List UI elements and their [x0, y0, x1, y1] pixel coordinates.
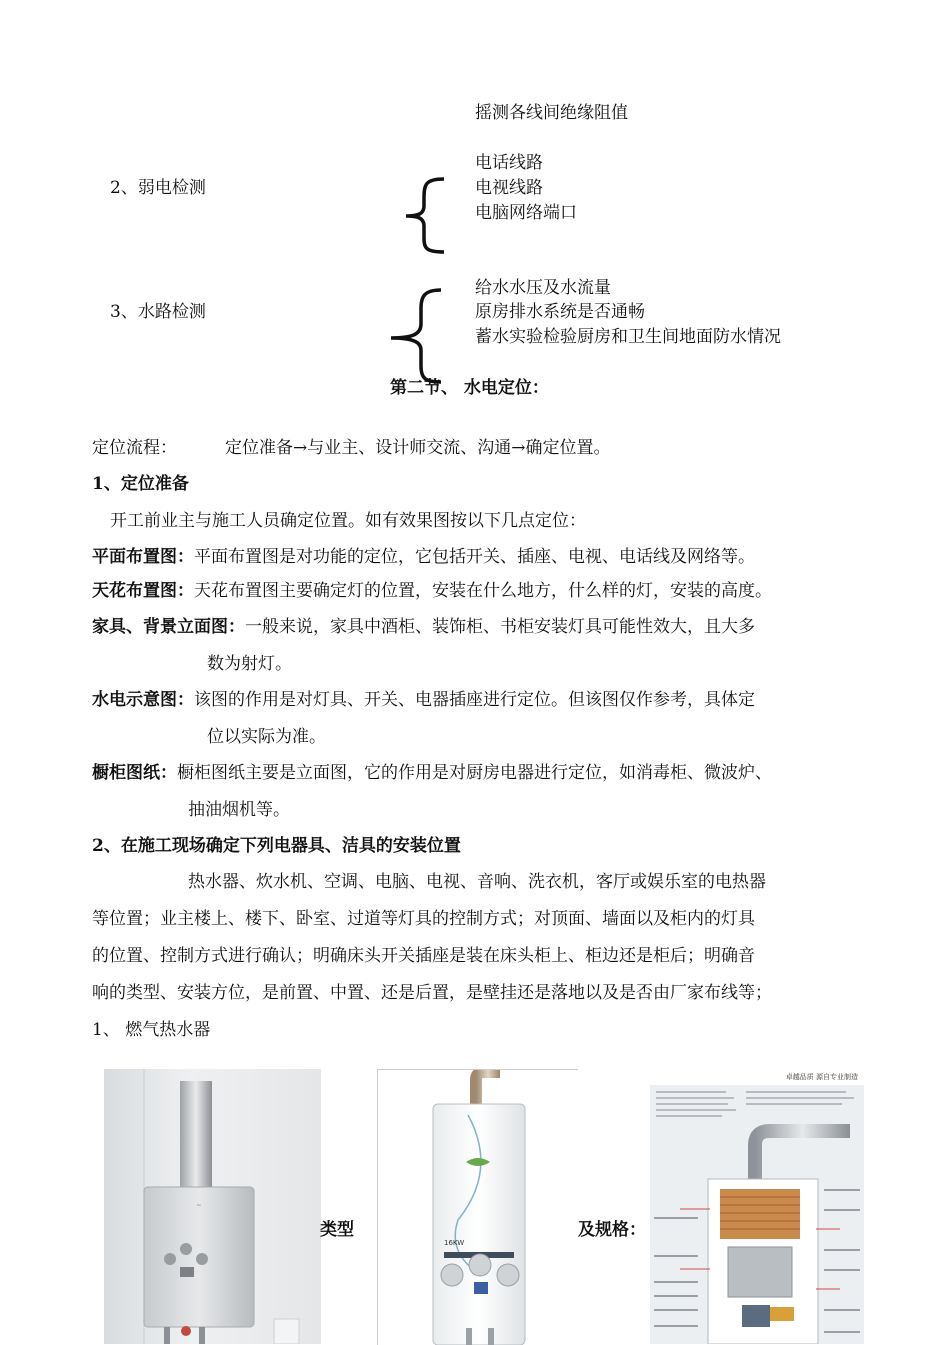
entry-text: 橱柜图纸主要是立面图，它的作用是对厨房电器进行定位，如消毒柜、微波炉、 [177, 763, 772, 783]
heater-heading: 1、 燃气热水器 [92, 1020, 211, 1040]
heater-photo-2 [377, 1069, 578, 1345]
weak-item: 电脑网络端口 [475, 203, 577, 223]
entry-text: 天花布置图主要确定灯的位置，安装在什么地方，什么样的灯，安装的高度。 [194, 581, 772, 601]
entry-furniture [92, 615, 755, 639]
site-para-line: 的位置、控制方式进行确认；明确床头开关插座是装在床头柜上、柜边还是柜后；明确音 [92, 946, 755, 966]
entry-text: 一般来说，家具中酒柜、装饰柜、书柜安装灯具可能性效大，且大多 [245, 617, 755, 637]
heater-photo-1 [104, 1069, 321, 1344]
weak-item: 电视线路 [475, 178, 543, 198]
entry-text: 平面布置图是对功能的定位，它包括开关、插座、电视、电话线及网络等。 [194, 547, 755, 567]
water-item: 给水水压及水流量 [475, 278, 611, 298]
entry-plan [92, 545, 755, 569]
svg-text:~: ~ [196, 1202, 202, 1209]
curly-brace-icon [385, 284, 445, 384]
entry-plumbing [92, 688, 755, 712]
water-item: 原房排水系统是否通畅 [475, 302, 645, 322]
heater-cutaway-image [650, 1069, 864, 1344]
site-heading: 2、在施工现场确定下列电器具、洁具的安装位置 [92, 836, 461, 856]
section-title: 第二节、 水电定位： [390, 378, 549, 398]
weak-item: 电话线路 [475, 153, 543, 173]
site-para-line: 响的类型、安装方位，是前置、中置、还是后置，是壁挂还是落地以及是否由厂家布线等； [92, 983, 772, 1003]
process-label: 定位流程： [92, 438, 177, 458]
type-label: 类型 [320, 1220, 354, 1240]
curly-brace-icon [398, 176, 450, 256]
entry-text-cont: 数为射灯。 [207, 654, 292, 674]
site-para-line: 热水器、炊水机、空调、电脑、电视、音响、洗衣机，客厅或娱乐室的电热器 [188, 872, 766, 892]
entry-term: 天花布置图： [92, 581, 194, 601]
brochure-header: 卓越品质 源自专业制造 [650, 1069, 864, 1085]
entry-text-cont: 位以实际为准。 [207, 727, 326, 747]
entry-text: 该图的作用是对灯具、开关、电器插座进行定位。但该图仅作参考，具体定 [194, 690, 755, 710]
water-item: 蓄水实验检验厨房和卫生间地面防水情况 [475, 327, 781, 347]
process-text: 定位准备→与业主、设计师交流、沟通→确定位置。 [225, 438, 611, 458]
entry-term: 水电示意图： [92, 690, 194, 710]
heater-photo-3 [650, 1069, 864, 1344]
insulation-line: 摇测各线间绝缘阻值 [475, 103, 628, 123]
site-para-line: 等位置；业主楼上、楼下、卧室、过道等灯具的控制方式；对顶面、墙面以及柜内的灯具 [92, 909, 755, 929]
entry-term: 橱柜图纸： [92, 763, 177, 783]
entry-term: 平面布置图： [92, 547, 194, 567]
entry-term: 家具、背景立面图： [92, 617, 245, 637]
prep-intro: 开工前业主与施工人员确定位置。如有效果图按以下几点定位： [110, 511, 586, 531]
water-heater-image [378, 1070, 578, 1345]
entry-cabinet [92, 761, 772, 785]
weak-current-heading: 2、弱电检测 [110, 178, 206, 198]
spec-label: 及规格： [578, 1220, 646, 1240]
entry-ceiling [92, 579, 772, 603]
prep-heading: 1、定位准备 [92, 474, 189, 494]
water-heater-image [104, 1069, 321, 1344]
power-label: 16KW [444, 1239, 465, 1247]
water-check-heading: 3、水路检测 [110, 302, 206, 322]
entry-text-cont: 抽油烟机等。 [188, 800, 290, 820]
